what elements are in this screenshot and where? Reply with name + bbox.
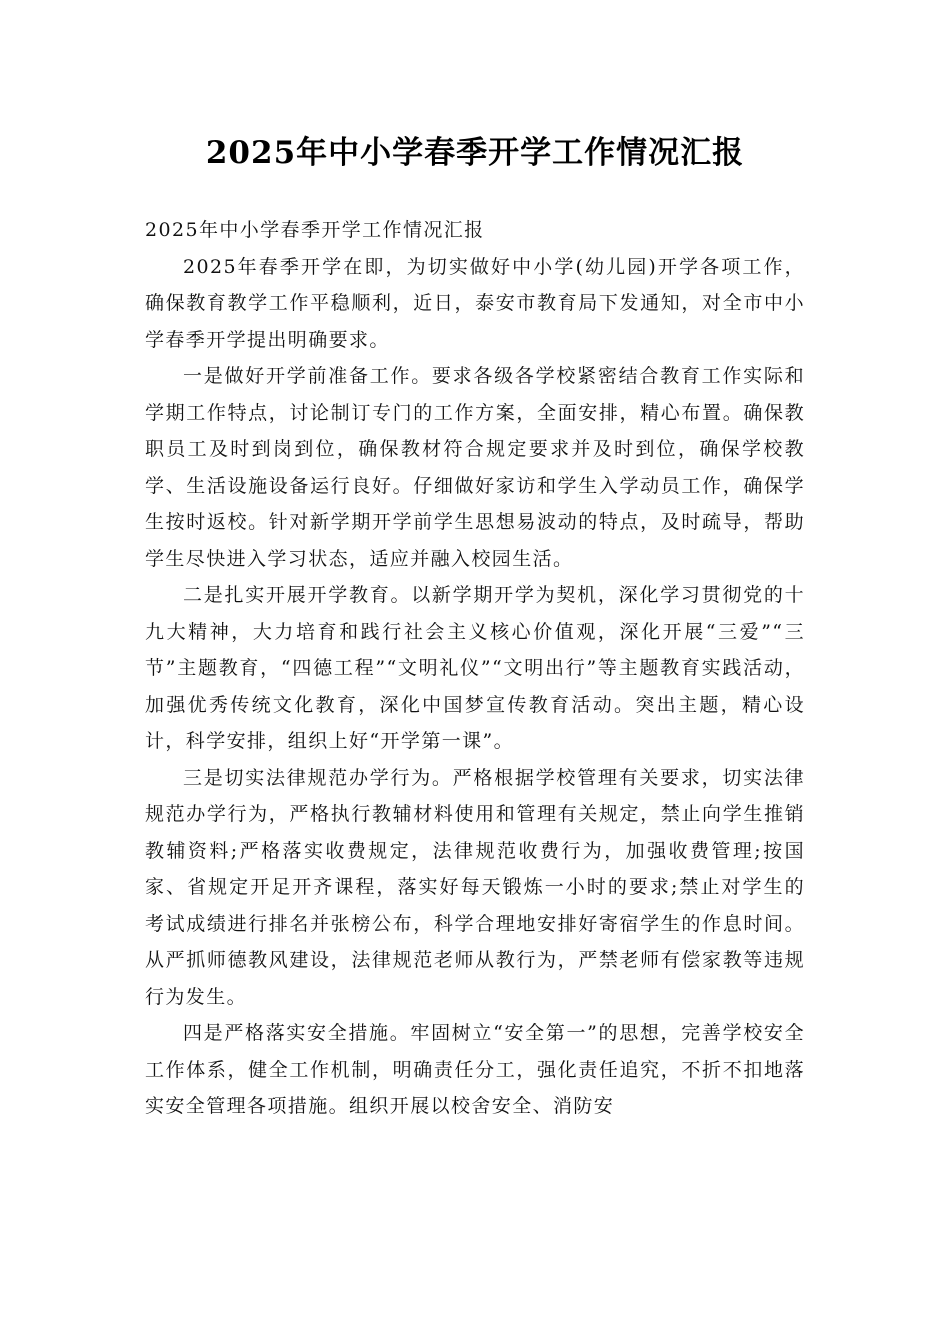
paragraph-regulation: 三是切实法律规范办学行为。严格根据学校管理有关要求，切实法律规范办学行为，严格执行教辅材料使用和管理有关规定，禁止向学生推销教辅资料;严格落实收费规定，法律规范收费行为，加强收费管理;按国家、省规定开足开齐课程，落实好每天锻炼一小时的要求;禁止对学生的考试成绩进行排名并张榜公布，科学合理地安排好寄宿学生的作息时间。从严抓师德教风建设，法律规范老师从教行为，严禁老师有偿家教等违规行为发生。 [145, 766, 805, 1008]
paragraph-intro: 2025年春季开学在即，为切实做好中小学(幼儿园)开学各项工作，确保教育教学工作平稳顺利，近日，泰安市教育局下发通知，对全市中小学春季开学提出明确要求。 [145, 255, 805, 351]
document-subtitle: 2025年中小学春季开学工作情况汇报 [145, 219, 485, 241]
paragraph-safety: 四是严格落实安全措施。牢固树立“安全第一”的思想，完善学校安全工作体系，健全工作机制，明确责任分工，强化责任追究，不折不扣地落实安全管理各项措施。组织开展以校舍安全、消防安 [145, 1022, 805, 1117]
document-body [145, 212, 805, 1125]
document-title: 2025年中小学春季开学工作情况汇报 [205, 135, 745, 171]
paragraph-education: 二是扎实开展开学教育。以新学期开学为契机，深化学习贯彻党的十九大精神，大力培育和践行社会主义核心价值观，深化开展“三爱”“三节”主题教育，“四德工程”“文明礼仪”“文明出行”等主题教育实践活动，加强优秀传统文化教育，深化中国梦宣传教育活动。突出主题，精心设计，科学安排，组织上好“开学第一课”。 [145, 584, 805, 752]
paragraph-preparation: 一是做好开学前准备工作。要求各级各学校紧密结合教育工作实际和学期工作特点，讨论制订专门的工作方案，全面安排，精心布置。确保教职员工及时到岗到位，确保教材符合规定要求并及时到位，确保学校教学、生活设施设备运行良好。仔细做好家访和学生入学动员工作，确保学生按时返校。针对新学期开学前学生思想易波动的特点，及时疏导，帮助学生尽快进入学习状态，适应并融入校园生活。 [145, 365, 805, 570]
